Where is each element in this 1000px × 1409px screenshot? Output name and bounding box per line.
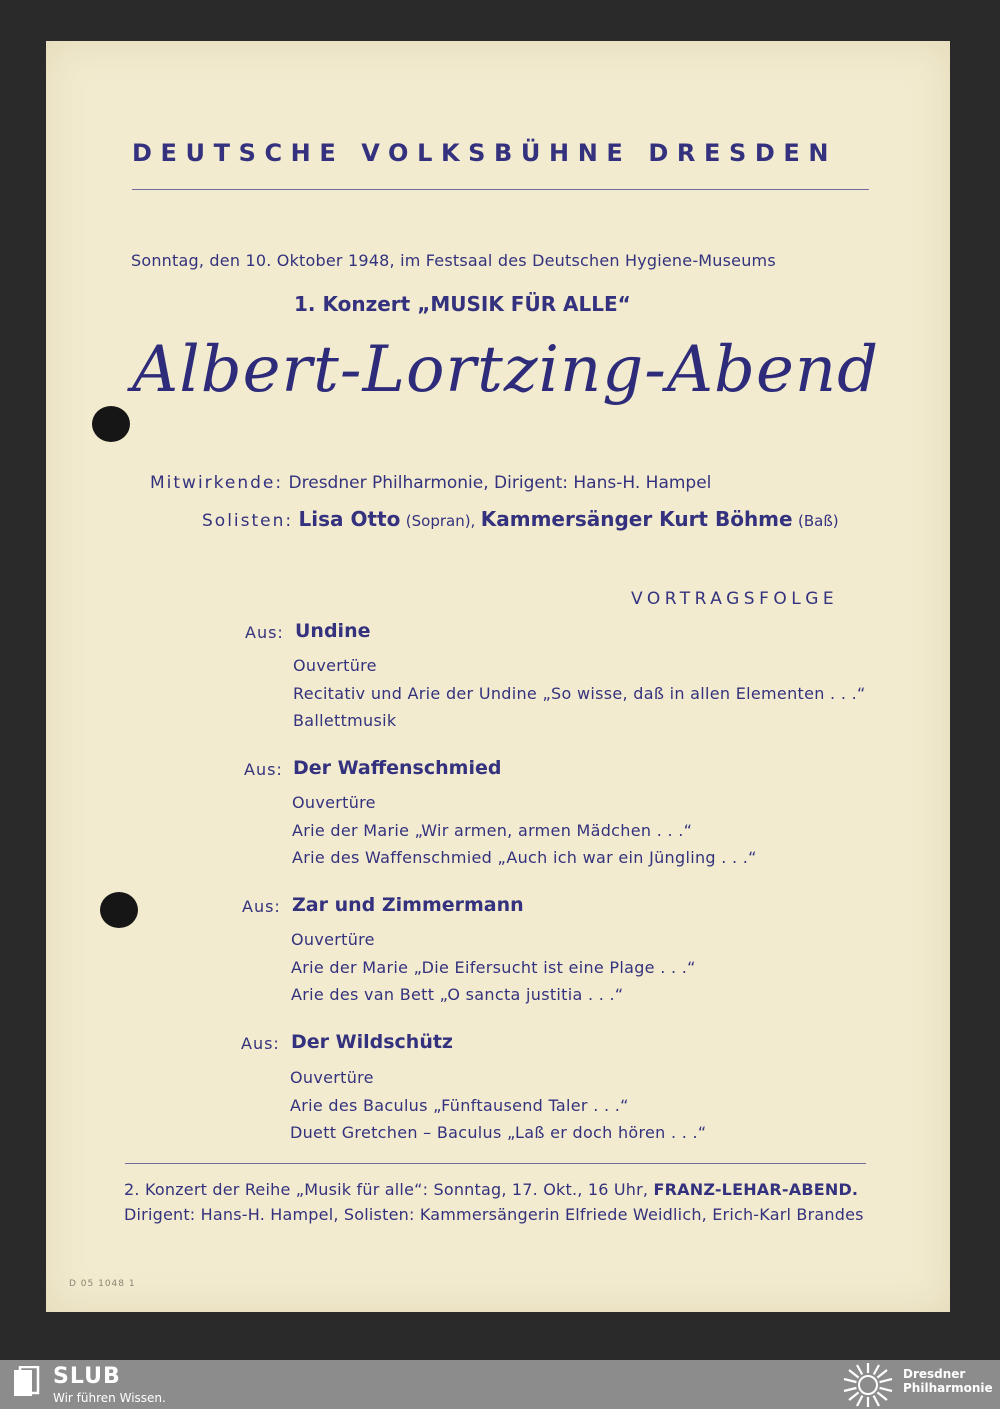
- library-footer-bar: [0, 1360, 1000, 1409]
- program-item: Ouvertüre: [292, 793, 376, 812]
- soloists-line: [202, 507, 839, 531]
- soloists-label: Solisten:: [202, 511, 294, 531]
- concert-series-line: 1. Konzert „MUSIK FÜR ALLE“: [294, 292, 631, 316]
- next-concert-line: [124, 1180, 858, 1199]
- soloist-2-voice: (Baß): [798, 512, 839, 530]
- program-item: Ouvertüre: [290, 1068, 374, 1087]
- section-prefix: Aus:: [245, 623, 284, 642]
- next-concert-performers: Dirigent: Hans-H. Hampel, Solisten: Kammersängerin Elfriede Weidlich, Erich-Karl Brandes: [124, 1205, 864, 1224]
- archive-code: D 05 1048 1: [69, 1279, 136, 1289]
- program-item: Arie des van Bett „O sancta justitia . . .“: [291, 985, 624, 1004]
- footer-divider: [125, 1163, 866, 1164]
- work-title: Undine: [295, 620, 371, 642]
- program-item: Arie der Marie „Wir armen, armen Mädchen . . .“: [292, 821, 693, 840]
- work-title: Der Wildschütz: [291, 1031, 453, 1053]
- soloist-1-voice: (Sopran),: [405, 512, 476, 530]
- program-item: Ballettmusik: [293, 711, 397, 730]
- next-concert-title: FRANZ-LEHAR-ABEND.: [653, 1180, 859, 1199]
- soloist-1-name: Lisa Otto: [298, 507, 401, 531]
- program-main-title: Albert-Lortzing-Abend: [132, 333, 880, 407]
- program-item: Duett Gretchen – Baculus „Laß er doch hören . . .“: [290, 1123, 707, 1142]
- event-date-line: Sonntag, den 10. Oktober 1948, im Festsaal des Deutschen Hygiene-Museums: [131, 251, 776, 270]
- program-item: Recitativ und Arie der Undine „So wisse, daß in allen Elementen . . .“: [293, 684, 866, 703]
- program-item: Ouvertüre: [293, 656, 377, 675]
- program-item: Arie der Marie „Die Eifersucht ist eine Plage . . .“: [291, 958, 696, 977]
- participants-line: [150, 473, 711, 493]
- slub-tagline: Wir führen Wissen.: [53, 1391, 166, 1405]
- next-concert-text: 2. Konzert der Reihe „Musik für alle“: Sonntag, 17. Okt., 16 Uhr,: [124, 1180, 649, 1199]
- work-title: Zar und Zimmermann: [292, 894, 524, 916]
- work-title: Der Waffenschmied: [293, 757, 502, 779]
- participants-label: Mitwirkende:: [150, 473, 284, 493]
- section-prefix: Aus:: [241, 1034, 280, 1053]
- section-prefix: Aus:: [242, 897, 281, 916]
- slub-logo-text[interactable]: SLUB: [53, 1364, 121, 1389]
- soloist-2-name: Kammersänger Kurt Böhme: [480, 507, 793, 531]
- program-item: Arie des Waffenschmied „Auch ich war ein Jüngling . . .“: [292, 848, 757, 867]
- program-heading: VORTRAGSFOLGE: [631, 589, 839, 609]
- philharmonie-sunburst-icon[interactable]: [842, 1362, 894, 1408]
- partner-name-line-2: Philharmonie: [903, 1381, 993, 1395]
- punch-hole: [100, 892, 138, 928]
- partner-logo-text[interactable]: [903, 1367, 993, 1395]
- partner-name-line-1: Dresdner: [903, 1367, 966, 1381]
- program-item: Arie des Baculus „Fünftausend Taler . . .“: [290, 1096, 629, 1115]
- concert-program-sheet: [46, 41, 950, 1312]
- program-item: Ouvertüre: [291, 930, 375, 949]
- section-prefix: Aus:: [244, 760, 283, 779]
- organization-title: DEUTSCHE VOLKSBÜHNE DRESDEN: [132, 139, 838, 167]
- slub-book-icon[interactable]: [12, 1366, 42, 1398]
- header-divider: [132, 189, 869, 190]
- participants-value: Dresdner Philharmonie, Dirigent: Hans-H. Hampel: [288, 473, 712, 493]
- punch-hole: [92, 406, 130, 442]
